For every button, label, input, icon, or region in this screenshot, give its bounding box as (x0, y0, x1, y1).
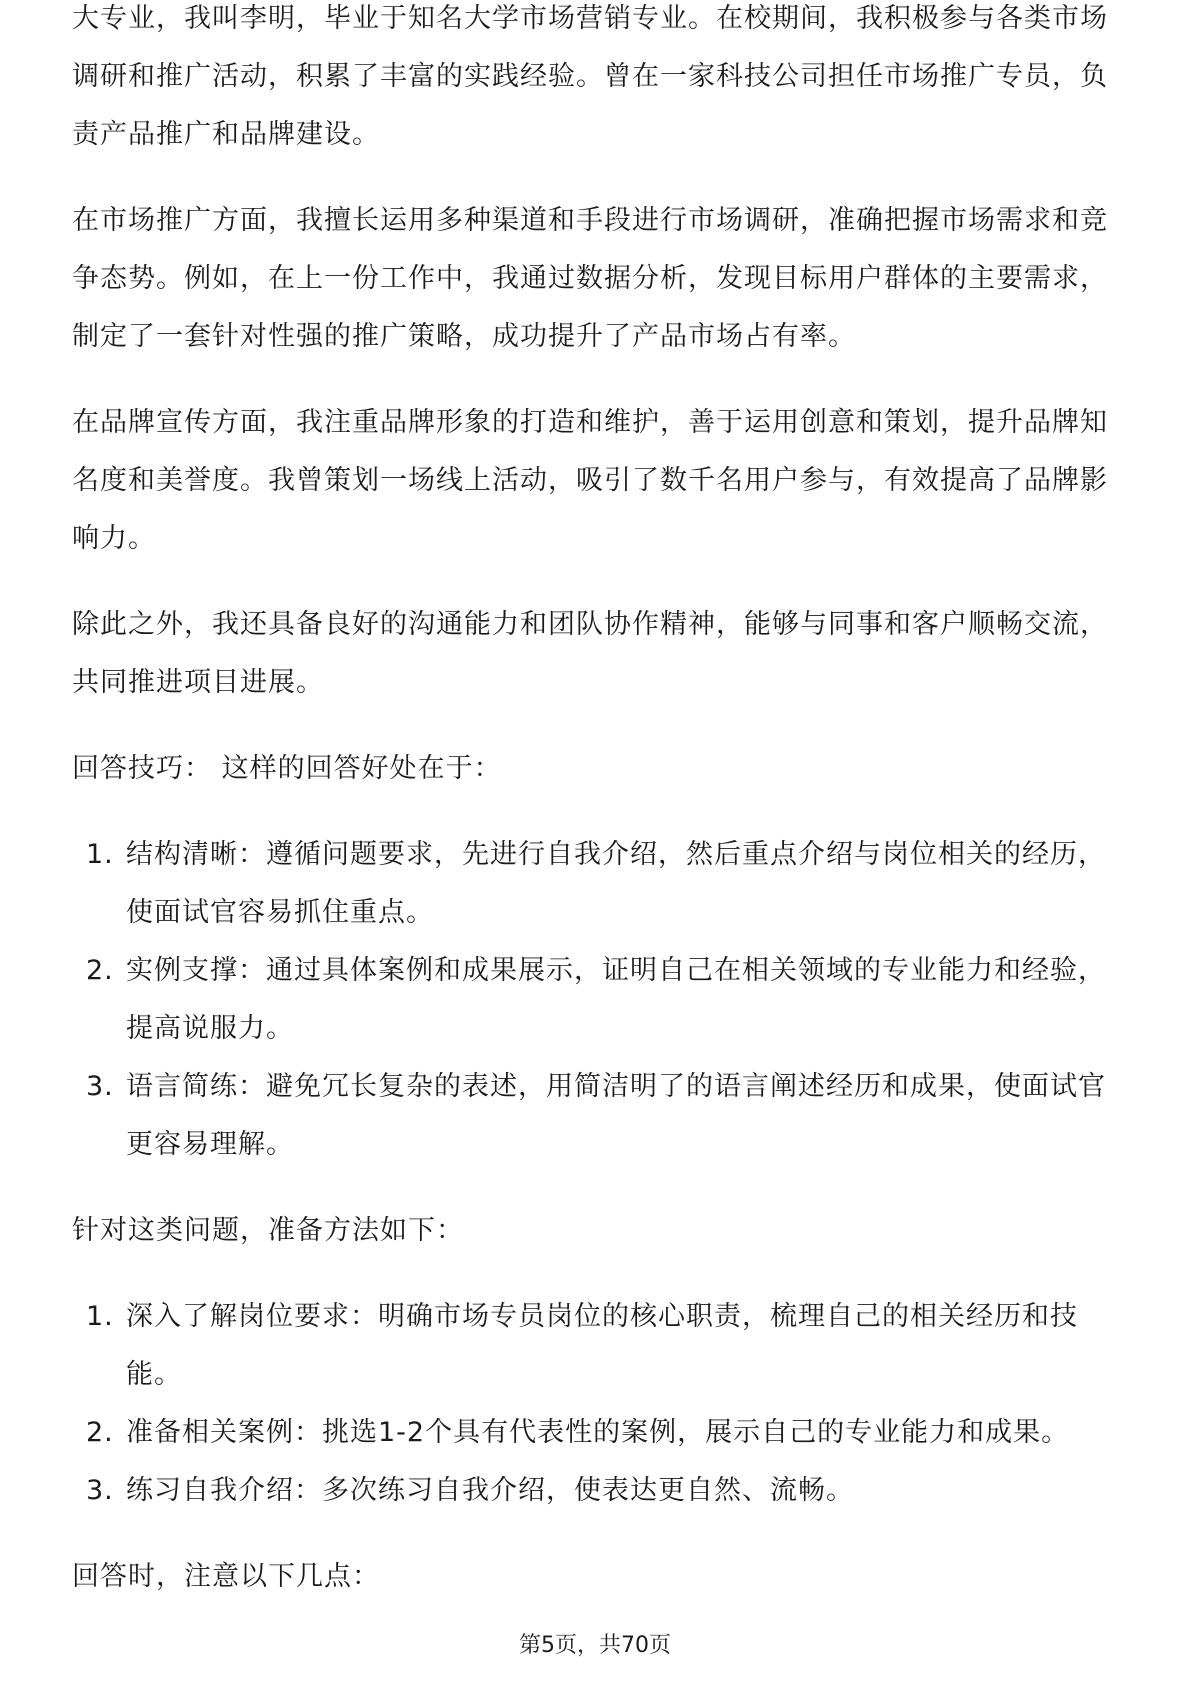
paragraph-teamwork: 除此之外，我还具备良好的沟通能力和团队协作精神，能够与同事和客户顺畅交流，共同推进项目进展。 (72, 609, 1108, 698)
page-number: 第5页，共70页 (519, 1633, 671, 1658)
list-text: 练习自我介绍：多次练习自我介绍，使表达更自然、流畅。 (126, 1475, 854, 1506)
tips-heading: 回答技巧： 这样的回答好处在于： (72, 753, 502, 784)
paragraph-intro: 大专业，我叫李明，毕业于知名大学市场营销专业。在校期间，我积极参与各类市场调研和推广活动，积累了丰富的实践经验。曾在一家科技公司担任市场推广专员，负责产品推广和品牌建设。 (72, 3, 1108, 150)
list-item (72, 1404, 1120, 1462)
list-number: 3. (86, 1475, 114, 1506)
list-item (72, 1462, 1120, 1520)
list-item (72, 942, 1120, 1058)
list-text: 准备相关案例：挑选1-2个具有代表性的案例，展示自己的专业能力和成果。 (126, 1417, 1070, 1448)
prep-heading: 针对这类问题，准备方法如下： (72, 1215, 464, 1246)
paragraph-branding: 在品牌宣传方面，我注重品牌形象的打造和维护，善于运用创意和策划，提升品牌知名度和美誉度。我曾策划一场线上活动，吸引了数千名用户参与，有效提高了品牌影响力。 (72, 407, 1108, 554)
list-text: 实例支撑：通过具体案例和成果展示，证明自己在相关领域的专业能力和经验，提高说服力。 (126, 955, 1106, 1044)
list-number: 1. (86, 839, 114, 870)
list-number: 2. (86, 955, 114, 986)
list-number: 2. (86, 1417, 114, 1448)
list-text: 深入了解岗位要求：明确市场专员岗位的核心职责，梳理自己的相关经历和技能。 (126, 1301, 1078, 1390)
list-item (72, 1058, 1120, 1174)
prep-list (72, 1288, 1120, 1520)
closing-heading: 回答时，注意以下几点： (72, 1561, 380, 1592)
paragraph-marketing: 在市场推广方面，我擅长运用多种渠道和手段进行市场调研，准确把握市场需求和竞争态势。例如，在上一份工作中，我通过数据分析，发现目标用户群体的主要需求，制定了一套针对性强的推广策略，成功提升了产品市场占有率。 (72, 205, 1108, 352)
list-number: 1. (86, 1301, 114, 1332)
list-number: 3. (86, 1071, 114, 1102)
list-text: 语言简练：避免冗长复杂的表述，用简洁明了的语言阐述经历和成果，使面试官更容易理解。 (126, 1071, 1106, 1160)
page-content (72, 3, 1120, 1634)
list-item (72, 826, 1120, 942)
list-text: 结构清晰：遵循问题要求，先进行自我介绍，然后重点介绍与岗位相关的经历，使面试官容易抓住重点。 (126, 839, 1106, 928)
list-item (72, 1288, 1120, 1404)
tips-list (72, 826, 1120, 1174)
